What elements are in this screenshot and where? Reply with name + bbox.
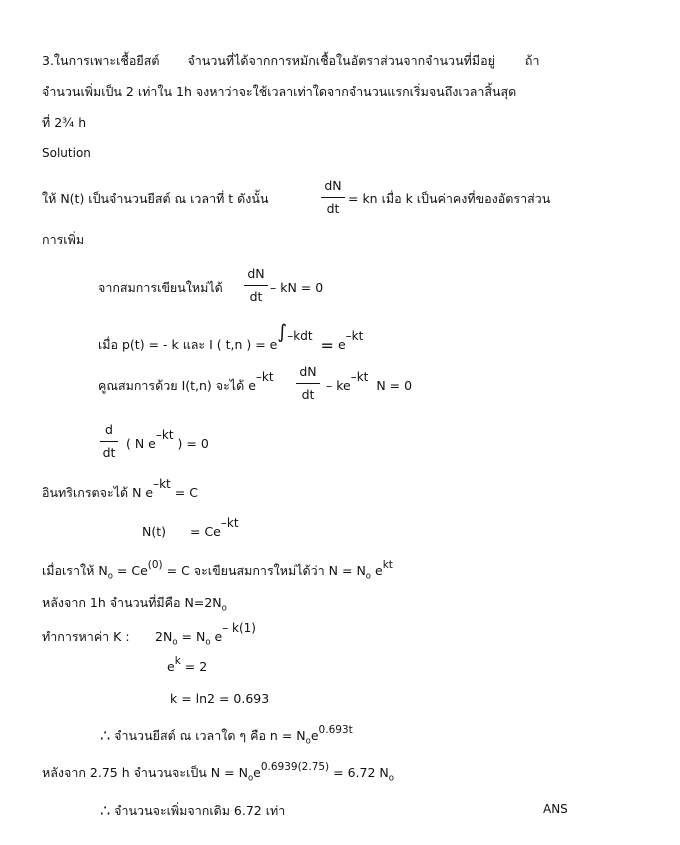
problem-title: 3.ในการเพาะเชื้อยีสต์ xyxy=(42,53,160,68)
step3-exp1: –kt xyxy=(255,370,274,384)
step4-text: ( N e xyxy=(126,436,156,451)
step14-line xyxy=(100,802,285,818)
step13-exp: 0.6939(2.75) xyxy=(260,761,330,773)
step3-mid: – ke xyxy=(326,378,351,393)
step1-suffix: – kN = 0 xyxy=(270,280,324,295)
fraction-bar xyxy=(100,441,118,442)
setup-line-2: การเพิ่ม xyxy=(42,232,85,247)
step10-exp: k xyxy=(174,655,181,667)
step14-text: จำนวนจะเพิ่มจากเดิม 6.72 เท่า xyxy=(114,803,286,818)
problem-line-1 xyxy=(42,55,540,68)
step7-c: = C จะเขียนสมการใหม่ได้ว่า N = N xyxy=(166,563,366,578)
step8-sub: o xyxy=(221,603,227,614)
step2-exp: –kt xyxy=(345,329,364,343)
step12-exp: 0.693t xyxy=(318,724,353,736)
step3-right xyxy=(326,370,413,393)
step12-line xyxy=(100,724,353,747)
setup-suffix: = kn เมื่อ k เป็นค่าคงที่ของอัตราส่วน xyxy=(348,191,551,206)
step6-exp: –kt xyxy=(220,516,239,530)
step7-exp2: kt xyxy=(382,559,393,571)
step4-frac-den: dt xyxy=(102,445,116,460)
step4-tail: ) = 0 xyxy=(177,436,209,451)
therefore-icon: ∴ xyxy=(100,726,111,745)
therefore-icon: ∴ xyxy=(100,801,111,820)
step9-label: ทำการหาค่า K : xyxy=(42,629,130,644)
step10-line xyxy=(167,655,208,674)
step13-sub2: o xyxy=(388,773,394,784)
step10-rest: = 2 xyxy=(184,659,208,674)
step6-rhs xyxy=(190,516,239,539)
fraction-bar xyxy=(321,197,345,198)
step13-b: = 6.72 N xyxy=(333,765,389,780)
step13-e: e xyxy=(253,765,261,780)
integral-sign-icon: ∫ xyxy=(277,321,288,343)
step8-line xyxy=(42,595,227,614)
integral-exponent xyxy=(277,321,313,343)
step5-prefix: อินทริเกรตจะได้ N e xyxy=(42,485,154,500)
step4-frac-num: d xyxy=(105,422,113,437)
step6-lhs: N(t) xyxy=(142,524,167,539)
step8-text: หลังจาก 1h จำนวนที่มีคือ N=2N xyxy=(42,595,222,610)
fraction-bar xyxy=(296,383,320,384)
step4-body xyxy=(126,428,209,451)
step4-exp: –kt xyxy=(155,428,174,442)
setup-fraction xyxy=(321,178,345,216)
step2-int-exp: –kdt xyxy=(287,329,313,343)
step13-a: หลังจาก 2.75 h จำนวนจะเป็น N = N xyxy=(42,765,248,780)
step3-suffix: N = 0 xyxy=(376,378,413,393)
step12-text: จำนวนยีสต์ ณ เวลาใด ๆ คือ n = N xyxy=(114,728,306,743)
step12-e: e xyxy=(310,728,319,743)
step13-sub: o xyxy=(247,773,254,784)
step6-rhs-text: = Ce xyxy=(190,524,221,539)
step7-d: e xyxy=(374,563,383,578)
setup-frac-den: dt xyxy=(326,201,340,216)
setup-frac-num: dN xyxy=(324,178,342,193)
step5-line xyxy=(42,477,198,500)
step12-sub: o xyxy=(305,736,311,747)
step7-sub2: o xyxy=(365,571,371,582)
step4-fraction xyxy=(100,422,118,460)
step3-frac-num: dN xyxy=(299,364,317,379)
step13-line xyxy=(42,761,394,784)
problem-text-2: ถ้า xyxy=(524,53,540,68)
step9-sub: o xyxy=(172,637,178,648)
fraction-bar xyxy=(244,285,268,286)
step3-prefix: คูณสมการด้วย I(t,n) จะได้ e xyxy=(98,378,256,393)
problem-line-3: ที่ 2¾ h xyxy=(42,115,87,130)
step1-fraction xyxy=(244,266,268,304)
problem-line-2: จำนวนเพิ่มเป็น 2 เท่าใน 1h จงหาว่าจะใช้เวลาเท่าใดจากจำนวนแรกเริ่มจนถึงเวลาสิ้นสุด xyxy=(42,84,517,99)
step1-frac-den: dt xyxy=(249,289,263,304)
step5-suffix: = C xyxy=(174,485,198,500)
step11-line: k = ln2 = 0.693 xyxy=(170,691,270,706)
step9-c: e xyxy=(214,629,223,644)
step7-a: เมื่อเราให้ N xyxy=(42,563,108,578)
step2-line xyxy=(98,321,364,355)
step3-fraction xyxy=(296,364,320,402)
step7-exp: (0) xyxy=(147,559,163,571)
step2-e: e xyxy=(337,337,346,352)
step1-prefix: จากสมการเขียนใหม่ได้ xyxy=(98,280,223,295)
step3-left xyxy=(98,370,274,393)
step2-prefix: เมื่อ p(t) = - k และ I ( t,n ) = e xyxy=(98,337,278,352)
step7-sub: o xyxy=(107,571,113,582)
step9-sub2: o xyxy=(205,637,211,648)
solution-label: Solution xyxy=(42,146,91,160)
setup-prefix: ให้ N(t) เป็นจำนวนยีสต์ ณ เวลาที่ t ดังนั้น xyxy=(42,191,269,206)
step9-exp: – k(1) xyxy=(222,621,256,635)
step2-equals: = xyxy=(320,336,334,355)
problem-text-1: จำนวนที่ได้จากการหมักเชื้อในอัตราส่วนจากจำนวนที่มีอยู่ xyxy=(187,53,495,68)
answer-label: ANS xyxy=(543,802,568,816)
step7-b: = Ce xyxy=(116,563,148,578)
step10-e: e xyxy=(167,659,175,674)
step3-exp2: –kt xyxy=(350,370,369,384)
step3-frac-den: dt xyxy=(301,387,315,402)
step9-eq xyxy=(155,621,256,648)
step7-line xyxy=(42,559,393,582)
step9-b: = N xyxy=(181,629,206,644)
step5-exp: –kt xyxy=(153,477,171,491)
step1-frac-num: dN xyxy=(247,266,265,281)
step9-a: 2N xyxy=(155,629,173,644)
